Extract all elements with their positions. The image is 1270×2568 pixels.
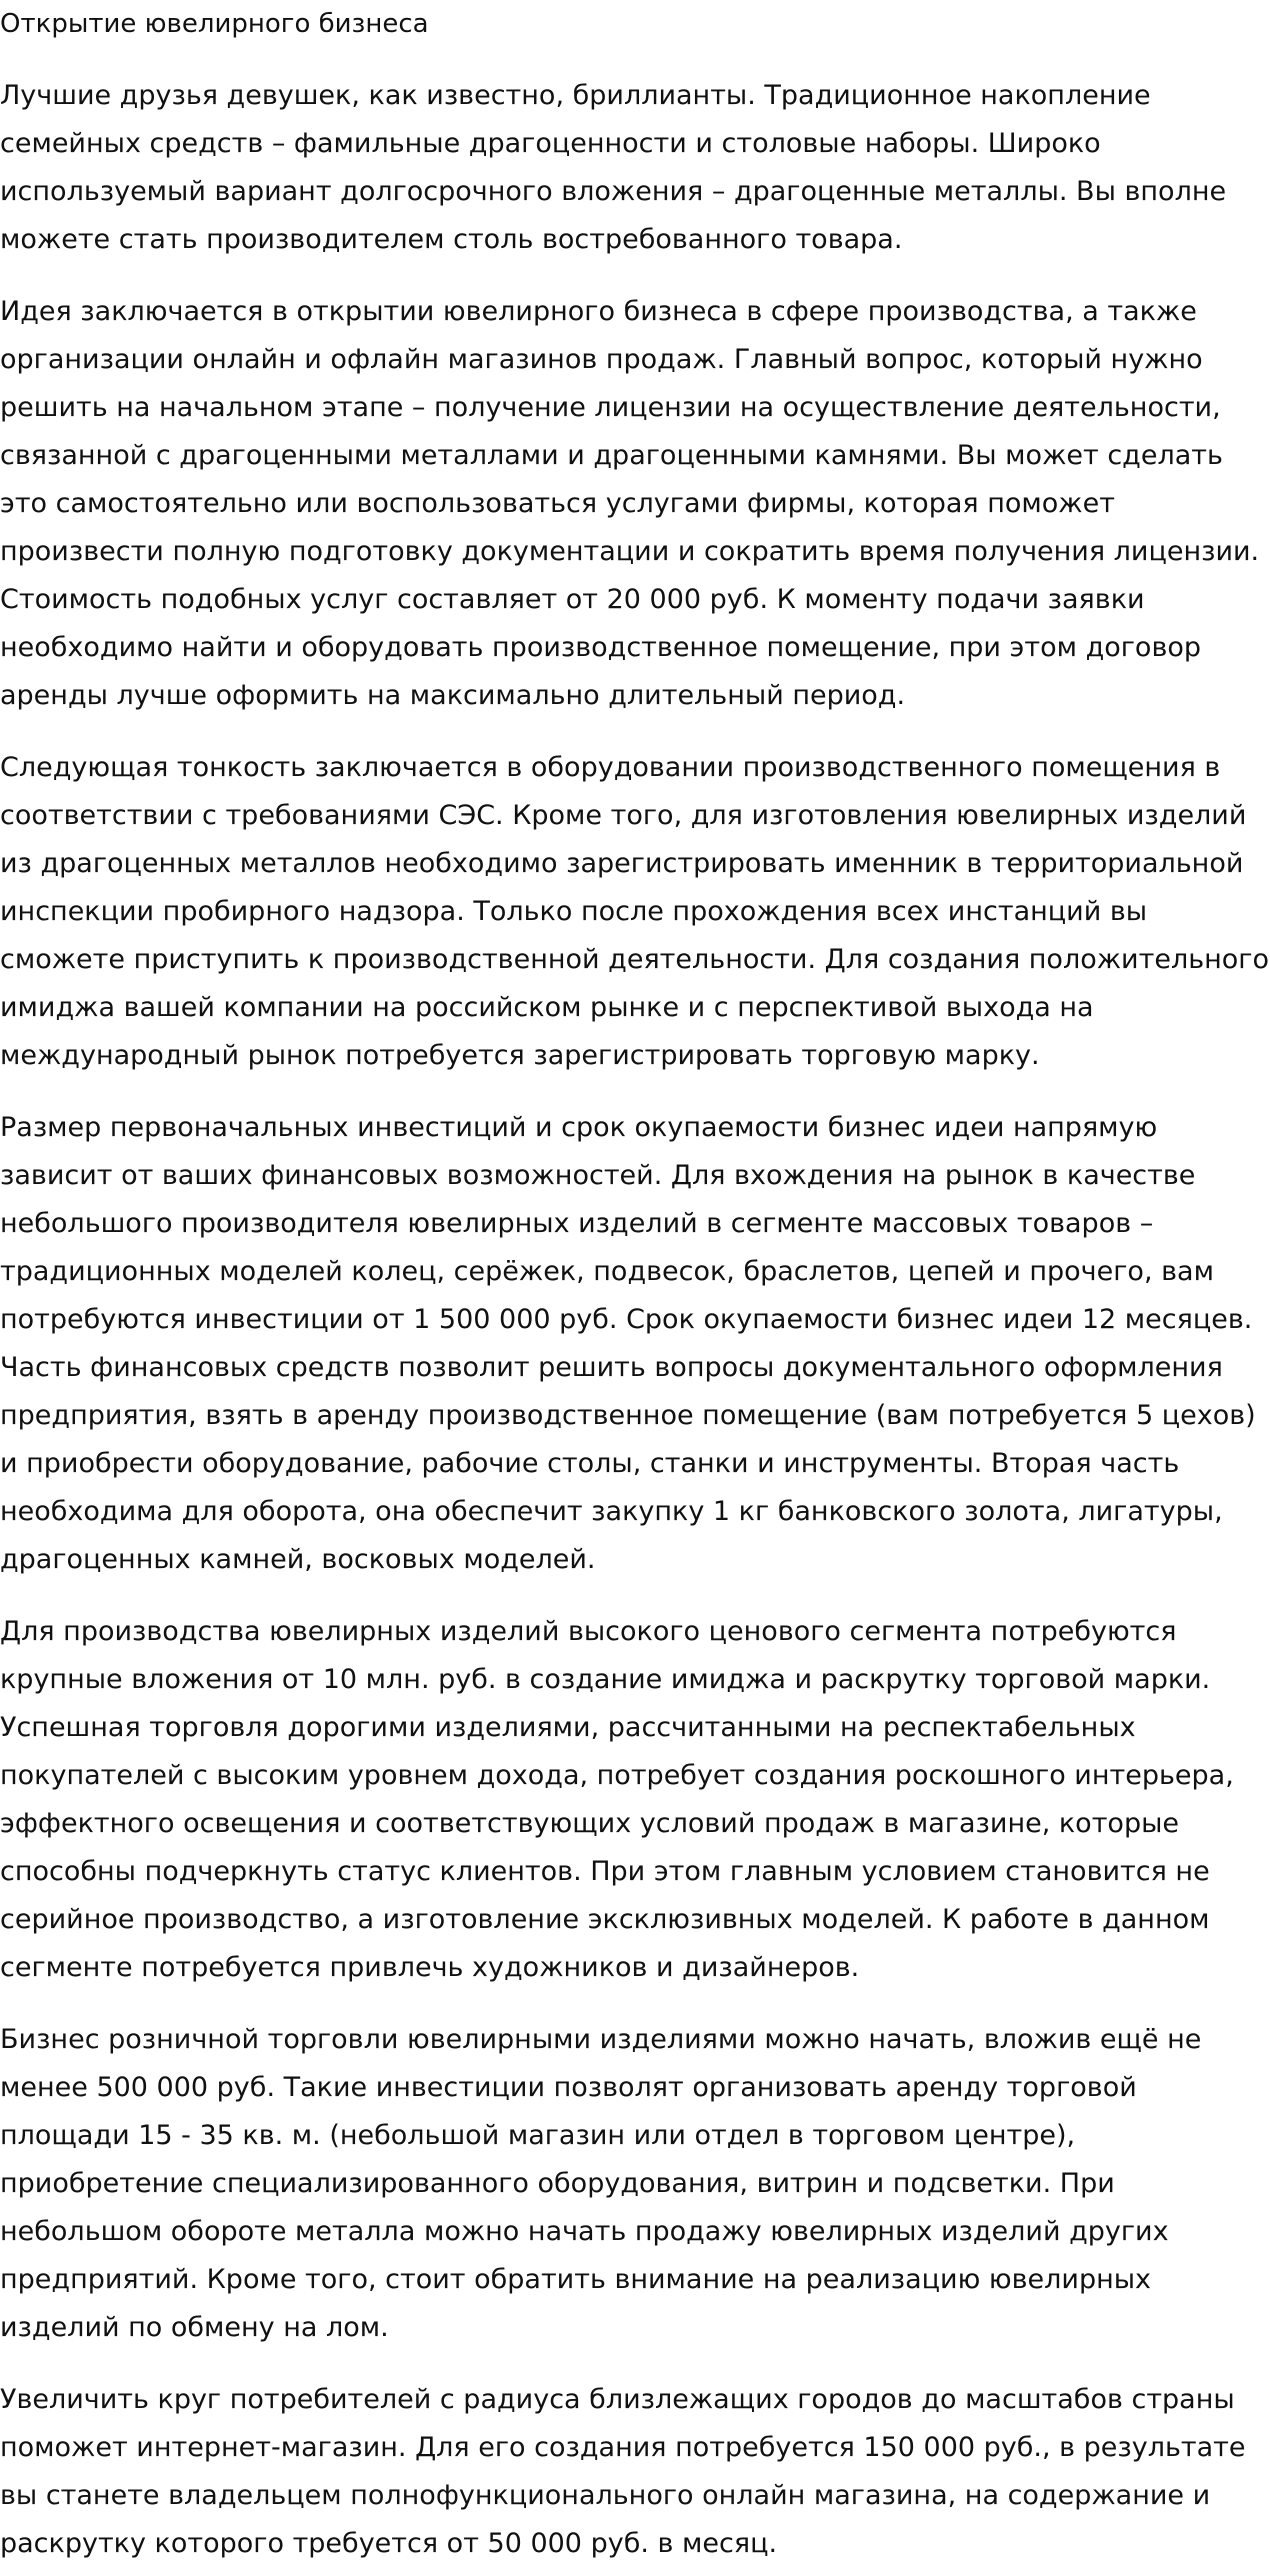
paragraph: Размер первоначальных инвестиций и срок окупаемости бизнес идеи напрямую зависит от ваших финансовых возможностей. Для вхождения на рынок в качестве небольшого производителя ювелирных изделий в сегменте массовых товаров – традиционных моделей колец, серёжек, подвесок, браслетов, цепей и прочего, вам потребуются инвестиции от 1 500 000 руб. Срок окупаемости бизнес идеи 12 месяцев. Часть финансовых средств позволит решить вопросы документального оформления предприятия, взять в аренду производственное помещение (вам потребуется 5 цехов) и приобрести оборудование, рабочие столы, станки и инструменты. Вторая часть необходима для оборота, она обеспечит закупку 1 кг банковского золота, лигатуры, драгоценных камней, восковых моделей.	[0, 1112, 1256, 1575]
paragraph: Лучшие друзья девушек, как известно, бриллианты. Традиционное накопление семейных средств – фамильные драгоценности и столовые наборы. Широко используемый вариант долгосрочного вложения – драгоценные металлы. Вы вполне можете стать производителем столь востребованного товара.	[0, 80, 1227, 255]
paragraph: Бизнес розничной торговли ювелирными изделиями можно начать, вложив ещё не менее 500 000 руб. Такие инвестиции позволят организовать аренду торговой площади 15 - 35 кв. м. (небольшой магазин или отдел в торговом центре), приобретение специализированного оборудования, витрин и подсветки. При небольшом обороте металла можно начать продажу ювелирных изделий других предприятий. Кроме того, стоит обратить внимание на реализацию ювелирных изделий по обмену на лом.	[0, 2024, 1202, 2343]
paragraph: Увеличить круг потребителей с радиуса близлежащих городов до масштабов страны поможет интернет-магазин. Для его создания потребуется 150 000 руб., в результате вы станете владельцем полнофункционального онлайн магазина, на содержание и раскрутку которого требуется от 50 000 руб. в месяц.	[0, 2384, 1246, 2559]
article-title: Открытие ювелирного бизнеса	[0, 9, 429, 39]
paragraph: Идея заключается в открытии ювелирного бизнеса в сфере производства, а также организации онлайн и офлайн магазинов продаж. Главный вопрос, который нужно решить на начальном этапе – получение лицензии на осуществление деятельности, связанной с драгоценными металлами и драгоценными камнями. Вы может сделать это самостоятельно или воспользоваться услугами фирмы, которая поможет произвести полную подготовку документации и сократить время получения лицензии. Стоимость подобных услуг составляет от 20 000 руб. К моменту подачи заявки необходимо найти и оборудовать производственное помещение, при этом договор аренды лучше оформить на максимально длительный период.	[0, 296, 1260, 711]
paragraph: Следующая тонкость заключается в оборудовании производственного помещения в соответствии с требованиями СЭС. Кроме того, для изготовления ювелирных изделий из драгоценных металлов необходимо зарегистрировать именник в территориальной инспекции пробирного надзора. Только после прохождения всех инстанций вы сможете приступить к производственной деятельности. Для создания положительного имиджа вашей компании на российском рынке и с перспективой выхода на международный рынок потребуется зарегистрировать торговую марку.	[0, 752, 1269, 1071]
paragraph: Для производства ювелирных изделий высокого ценового сегмента потребуются крупные вложения от 10 млн. руб. в создание имиджа и раскрутку торговой марки. Успешная торговля дорогими изделиями, рассчитанными на респектабельных покупателей с высоким уровнем дохода, потребует создания роскошного интерьера, эффектного освещения и соответствующих условий продаж в магазине, которые способны подчеркнуть статус клиентов. При этом главным условием становится не серийное производство, а изготовление эксклюзивных моделей. К работе в данном сегменте потребуется привлечь художников и дизайнеров.	[0, 1616, 1234, 1983]
